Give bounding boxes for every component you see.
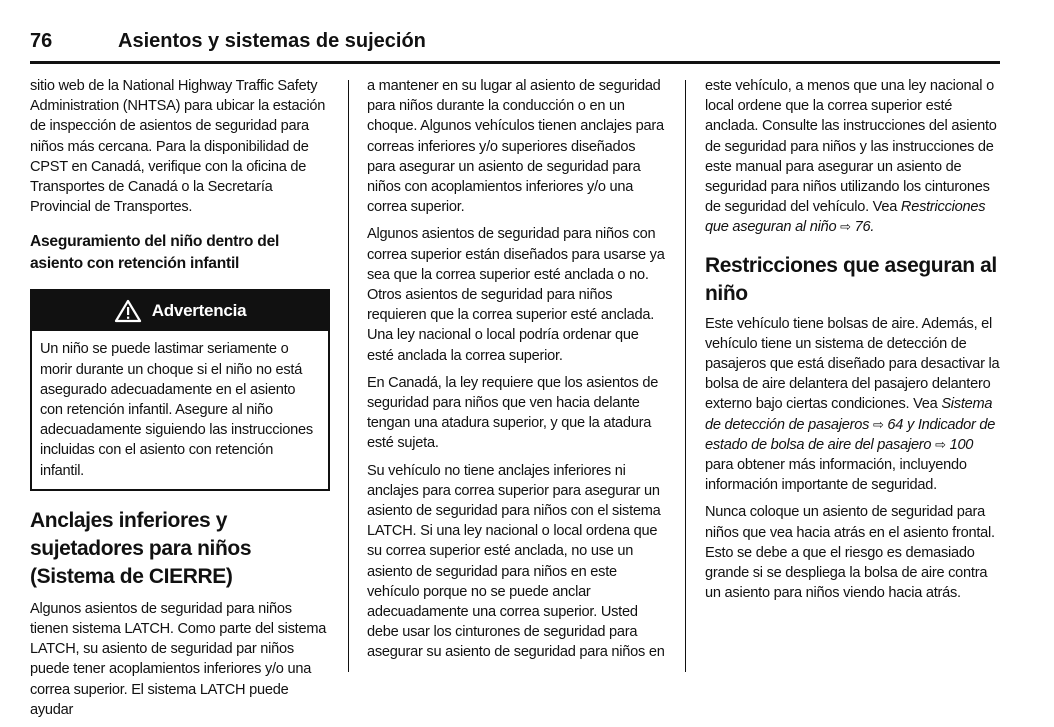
column-2 <box>367 76 665 670</box>
page-ref-arrow-icon: ⇨ <box>840 219 851 235</box>
paragraph: En Canadá, la ley requiere que los asientos de seguridad para niños que ven hacia delante tengan una atadura superior, y que la atadura esté sujeta. <box>367 374 659 452</box>
subheading: Aseguramiento del niño dentro del asiento con retención infantil <box>30 233 280 273</box>
cross-reference[interactable]: Sistema de detección de pasajeros <box>705 396 993 433</box>
page-ref-arrow-icon: ⇨ <box>872 416 884 432</box>
paragraph <box>705 314 1003 496</box>
header-rule <box>30 61 1000 64</box>
paragraph: Su vehículo no tiene anclajes inferiores ni anclajes para correa superior para asegurar un asiento de seguridad para niños con el sistema LATCH. Si una ley nacional o local ordena que su correa superior esté anclada, no use un asiento de seguridad para niños en este vehículo porque no se puede anclar adecuadamente una correa superior. Usted debe usar los cinturones de seguridad para asegurar su asiento de seguridad para niños en <box>367 462 665 661</box>
warning-box <box>30 289 330 490</box>
page-reference[interactable]: 76. <box>854 219 875 236</box>
paragraph-text: para obtener más información, incluyendo información importante de seguridad. <box>705 457 967 494</box>
cross-reference[interactable]: Indicador de estado de bolsa de aire del pasajero <box>705 416 996 453</box>
column-3 <box>705 76 1003 610</box>
cross-reference[interactable]: Restricciones que aseguran al niño <box>705 199 986 236</box>
column-divider <box>685 80 686 672</box>
warning-text: Un niño se puede lastimar seriamente o morir durante un choque si el niño no está asegurado adecuadamente en el asiento con retención infantil. Asegure al niño adecuadamente siguiendo las instrucciones incluidas con el asiento con retención infantil. <box>40 341 313 479</box>
paragraph: Algunos asientos de seguridad para niños con correa superior están diseñados para usarse ya sea que la correa superior esté anclada o no. Otros asientos de seguridad para niños requieren que la correa superior esté anclada. Una ley nacional o local podría ordenar que esté anclada la correa superior. <box>367 226 665 364</box>
warning-title: Advertencia <box>151 301 247 321</box>
warning-triangle-icon <box>114 299 142 323</box>
conjunction: y <box>906 416 915 433</box>
paragraph: Algunos asientos de seguridad para niños tienen sistema LATCH. Como parte del sistema LATCH, su asiento de seguridad par niños puede tener acoplamientos inferiores y/o una correa superior. El sistema LATCH puede ayudar <box>30 600 327 718</box>
column-1 <box>30 76 330 727</box>
paragraph: Nunca coloque un asiento de seguridad para niños que vea hacia atrás en el asiento frontal. Esto se debe a que el riesgo es demasiado grande si se despliega la bolsa de aire contra un asiento para niños viendo hacia atrás. <box>705 504 995 602</box>
page-reference[interactable]: 64 <box>887 416 904 433</box>
page-number: 76 <box>30 30 53 52</box>
page-reference[interactable]: 100 <box>949 436 974 453</box>
warning-header <box>32 291 328 331</box>
section-title: Asientos y sistemas de sujeción <box>118 30 426 52</box>
paragraph-text: Este vehículo tiene bolsas de aire. Además, el vehículo tiene un sistema de detección de pasajeros que está diseñado para desactivar la bolsa de aire delantera del pasajero delantero externo bajo ciertas condiciones. Vea <box>705 315 1000 413</box>
section-heading: Anclajes inferiores y sujetadores para niños (Sistema de CIERRE) <box>30 508 252 588</box>
paragraph-text: este vehículo, a menos que una ley nacional o local ordene que la correa superior esté anclada. Consulte las instrucciones del asiento de seguridad para niños y las instrucciones de este manual para asegurar un asiento de seguridad para niños utilizando los cinturones de seguridad del vehículo. Vea <box>705 78 997 216</box>
page-ref-arrow-icon: ⇨ <box>935 436 946 452</box>
paragraph: a mantener en su lugar al asiento de seguridad para niños durante la conducción o en un choque. Algunos vehículos tienen anclajes para correas inferiores y/o superiores diseñados para asegurar un asiento de seguridad para niños con acoplamientos inferiores y/o una correa superior. <box>367 78 664 216</box>
paragraph: sitio web de la National Highway Traffic Safety Administration (NHTSA) para ubicar la estación de inspección de asientos de seguridad para niños más cercana. Para la disponibilidad de CPST en Canadá, verifique con la oficina de Transportes de Canadá o la Secretaría Provincial de Transportes. <box>30 78 326 216</box>
paragraph <box>705 76 1003 238</box>
section-heading: Restricciones que aseguran al niño <box>705 253 997 305</box>
column-divider <box>348 80 349 672</box>
